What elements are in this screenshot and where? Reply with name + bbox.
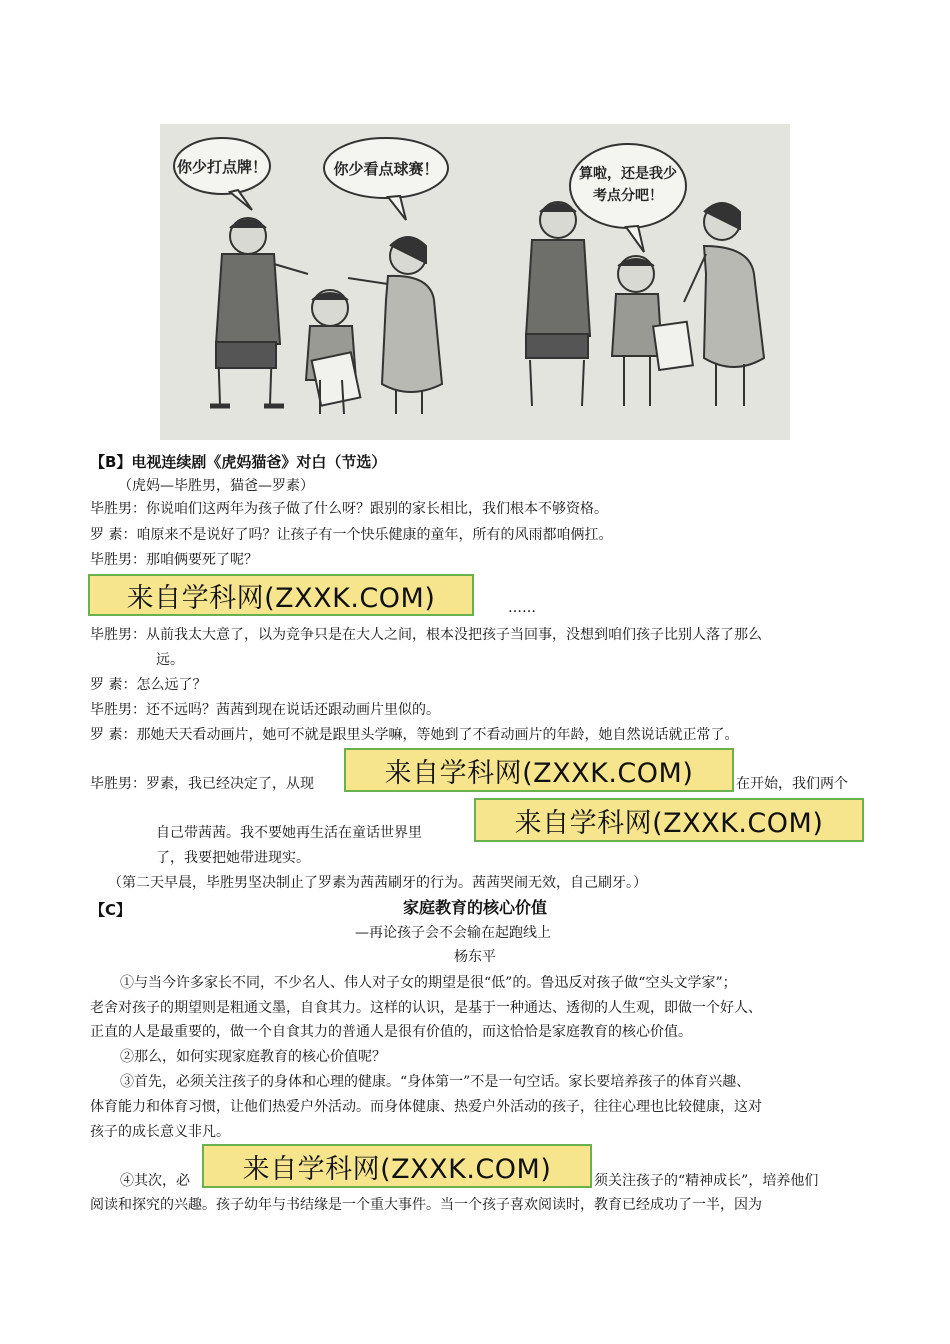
paragraph-line: 阅读和探究的兴趣。孩子幼年与书结缘是一个重大事件。当一个孩子喜欢阅读时，教育已经成功了一半，因为 (90, 1197, 762, 1213)
paragraph-line: 孩子的成长意义非凡。 (90, 1124, 230, 1140)
paragraph-line-cont: 须关注孩子的“精神成长”，培养他们 (594, 1173, 819, 1189)
dialogue-line: 罗 素：咱原来不是说好了吗？让孩子有一个快乐健康的童年，所有的风雨都咱俩扛。 (90, 527, 613, 543)
dialogue-line-cont: 远。 (156, 652, 184, 668)
comic-illustration (160, 124, 790, 440)
watermark-banner: 来自学科网(ZXXK.COM) (474, 798, 864, 842)
dialogue-line: 毕胜男：罗素，我已经决定了，从现 (90, 776, 314, 792)
watermark-banner: 来自学科网(ZXXK.COM) (202, 1144, 592, 1188)
dialogue-line: 罗 素：那她天天看动画片，她可不就是跟里头学嘛，等她到了不看动画片的年龄，她自然说话就正常了。 (90, 727, 739, 743)
roles-note: （虎妈—毕胜男，猫爸—罗素） (118, 478, 314, 494)
article-title: 家庭教育的核心价值 (402, 898, 547, 917)
section-c-label: 【C】 (90, 901, 132, 919)
dialogue-line: 毕胜男：还不远吗？茜茜到现在说话还跟动画片里似的。 (90, 702, 440, 718)
bubble-2-text: 你少看点球赛！ (333, 160, 439, 178)
paragraph-line: ①与当今许多家长不同，不少名人、伟人对子女的期望是很“低”的。鲁迅反对孩子做“空头文学家”； (120, 975, 737, 991)
dialogue-line: 毕胜男：那咱俩要死了呢？ (90, 552, 258, 568)
paragraph-line: ③首先，必须关注孩子的身体和心理的健康。“身体第一”不是一句空话。家长要培养孩子的体育兴趣、 (120, 1074, 751, 1090)
bubble-3a-text: 算啦，还是我少 (579, 166, 677, 182)
paragraph-line: ②那么，如何实现家庭教育的核心价值呢？ (120, 1049, 386, 1065)
article-subtitle: —再论孩子会不会输在起跑线上 (355, 925, 551, 941)
bubble-1-text: 你少打点牌！ (176, 158, 268, 176)
paragraph-line: ④其次，必 (120, 1173, 190, 1189)
dialogue-line-cont: 了，我要把她带进现实。 (156, 850, 310, 866)
ellipsis: …… (508, 600, 536, 616)
paragraph-line: 正直的人是最重要的，做一个自食其力的普通人是很有价值的，而这恰恰是家庭教育的核心价值。 (90, 1024, 692, 1040)
dialogue-line: 毕胜男：从前我太大意了，以为竞争只是在大人之间，根本没把孩子当回事，没想到咱们孩子比别人落了那么 (90, 627, 762, 643)
dialogue-line-cont: 在开始，我们两个 (736, 776, 848, 792)
section-b-title: 【B】电视连续剧《虎妈猫爸》对白（节选） (90, 453, 387, 471)
watermark-banner: 来自学科网(ZXXK.COM) (88, 574, 474, 616)
dialogue-line: 罗 素：怎么远了？ (90, 677, 207, 693)
dialogue-line: 毕胜男：你说咱们这两年为孩子做了什么呀？跟别的家长相比，我们根本不够资格。 (90, 501, 608, 517)
bubble-3b-text: 考点分吧！ (593, 188, 663, 204)
paragraph-line: 老舍对孩子的期望则是粗通文墨，自食其力。这样的认识，是基于一种通达、透彻的人生观，即做一个好人、 (90, 1000, 762, 1016)
article-author: 杨东平 (454, 949, 496, 965)
dialogue-line-cont: 自己带茜茜。我不要她再生活在童话世界里 (156, 825, 422, 841)
watermark-banner: 来自学科网(ZXXK.COM) (344, 748, 734, 792)
stage-direction: （第二天早晨，毕胜男坚决制止了罗素为茜茜刷牙的行为。茜茜哭闹无效，自己刷牙。） (108, 875, 647, 891)
paragraph-line: 体育能力和体育习惯，让他们热爱户外活动。而身体健康、热爱户外活动的孩子，往往心理也比较健康，这对 (90, 1099, 762, 1115)
